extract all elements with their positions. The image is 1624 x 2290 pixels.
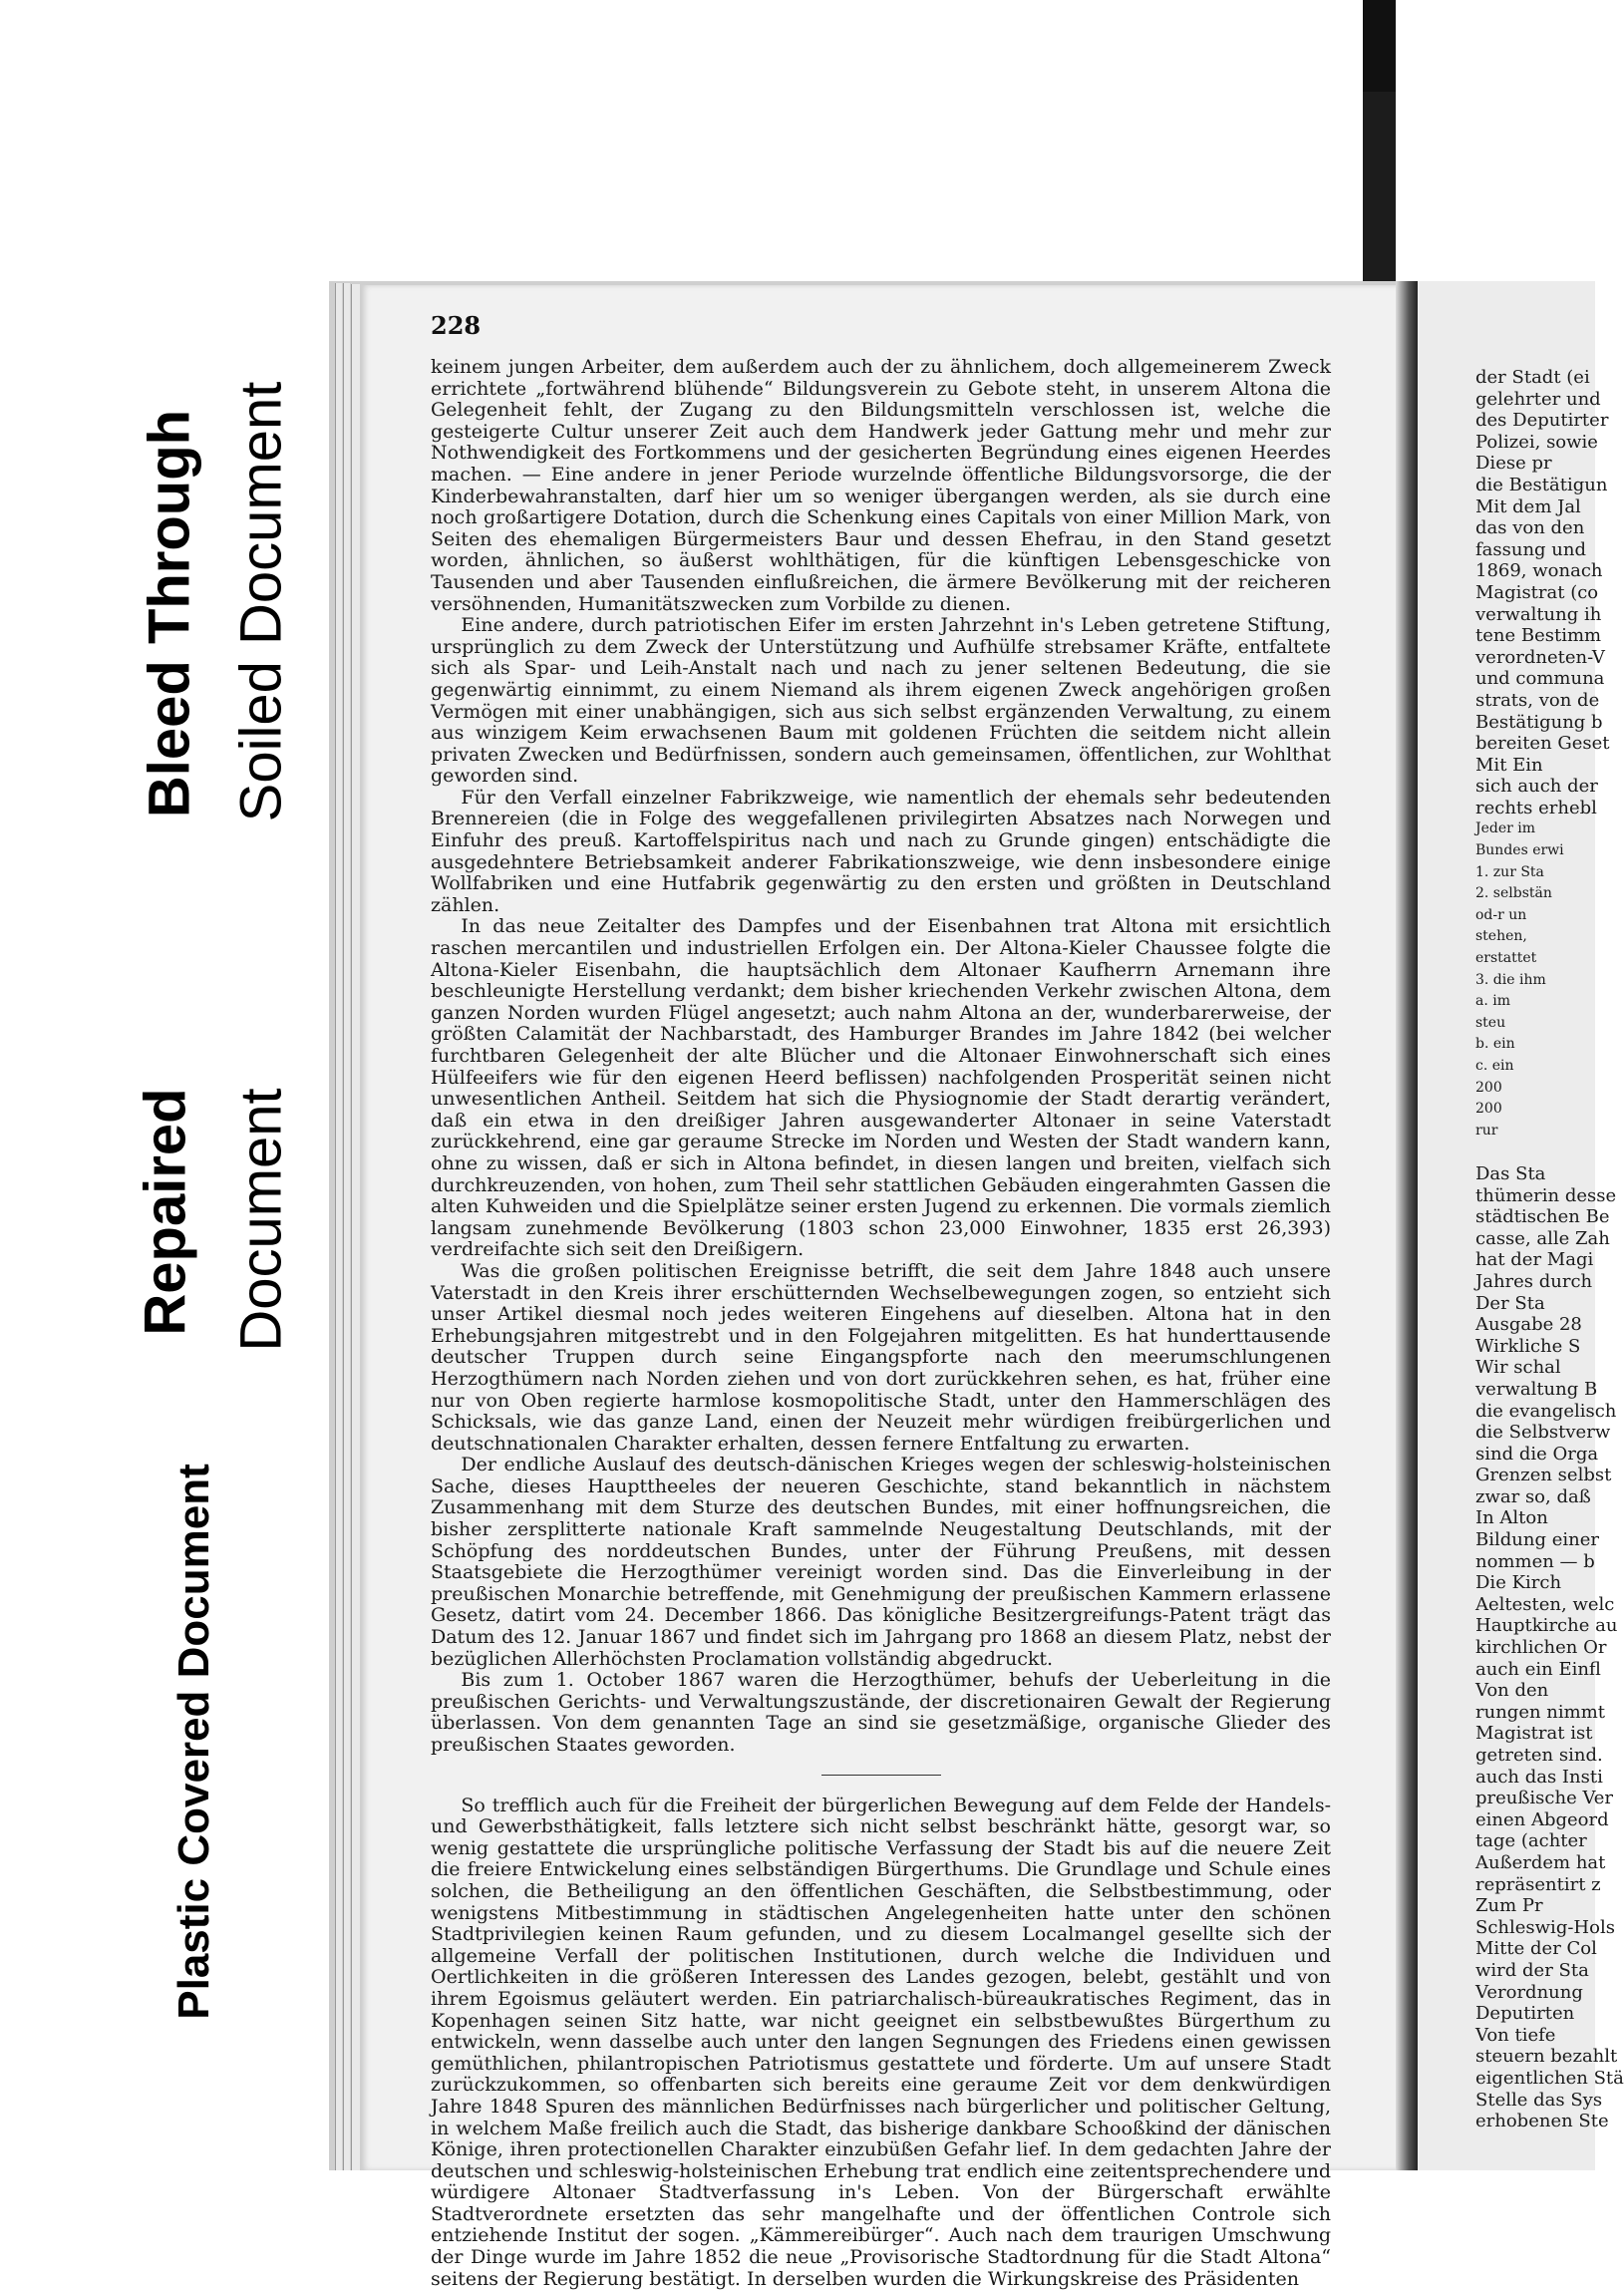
facing-page-line: stehen, — [1475, 928, 1527, 945]
facing-page-line: od-r un — [1475, 906, 1527, 923]
facing-page-line: Deputirten — [1475, 2003, 1575, 2025]
facing-page-line: gelehrter und — [1475, 388, 1601, 410]
facing-page-line: preußische Ver — [1475, 1788, 1614, 1809]
facing-page-line: und communa — [1475, 668, 1605, 690]
facing-page-line: kirchlichen Or — [1475, 1637, 1607, 1659]
facing-page-line: der Stadt (ei — [1475, 367, 1590, 388]
book-gutter — [1396, 281, 1418, 2170]
facing-page-line: die Selbstverw — [1475, 1422, 1611, 1444]
facing-page-line: 2. selbstän — [1475, 885, 1552, 902]
page-edge-1 — [335, 283, 342, 2170]
section-divider — [821, 1775, 941, 1776]
page-number: 228 — [431, 311, 482, 340]
facing-page-line: a. im — [1475, 993, 1510, 1010]
facing-page-line: strats, von de — [1475, 689, 1600, 711]
facing-page-line: repräsentirt z — [1475, 1873, 1601, 1895]
label-repaired: Repaired — [133, 1088, 198, 1336]
label-box-plastic-covered — [160, 1446, 229, 2034]
facing-page-line: des Deputirter — [1475, 410, 1609, 432]
facing-page-line: einen Abgeord — [1475, 1808, 1609, 1830]
facing-page-line: Von tiefe — [1475, 2024, 1556, 2046]
facing-page-line: städtischen Be — [1475, 1206, 1610, 1228]
facing-page-line: Mitte der Col — [1475, 1938, 1597, 1960]
facing-page-line: Magistrat (co — [1475, 581, 1599, 603]
facing-page-line: Die Kirch — [1475, 1572, 1562, 1594]
facing-page-line: Wirkliche S — [1475, 1335, 1581, 1357]
facing-page-line: rur — [1475, 1122, 1498, 1139]
facing-page-line: Stelle das Sys — [1475, 2089, 1603, 2111]
facing-page-line: die evangelisch — [1475, 1400, 1617, 1422]
paragraph: Für den Verfall einzelner Fabrikzweige, wie namentlich der ehemals sehr bedeutenden Brennereien (die in Folge des weggefallenen privilegirten Absatzes nach Norwegen und Einfuhr des preuß. Kartoffelspiritus nach und nach zu Grunde gingen) entschädigte die ausgedehntere Betriebsamkeit anderer Fabrikationszweige, wie denn insbesondere einige Wollfabriken und eine Hutfabrik gegenwärtig zu den ersten und größten in Deutschland zählen. — [431, 786, 1331, 916]
facing-page-line: Ausgabe 28 — [1475, 1314, 1582, 1336]
facing-page-line: steu — [1475, 1014, 1506, 1031]
facing-page-line: bereiten Geset — [1475, 733, 1610, 755]
facing-page-line: zwar so, daß — [1475, 1485, 1591, 1507]
label-box-repaired-document — [221, 1017, 299, 1416]
main-text-column — [431, 356, 1331, 2290]
paragraph: Der endliche Auslauf des deutsch-dänischen Krieges wegen der schleswig-holsteinischen Sache, dieses Haupttheeles der neueren Geschichte, stand bekanntlich in nächstem Zusammenhang mit dem Sturze des deutschen Bundes, mit einer hoffnungsreichen, die bisher zersplitterte nationale Kraft sammelnde Neugestaltung Deutschlands, mit der Schöpfung des norddeutschen Bundes, unter der Führung Preußens, mit dessen Staatsgebiete die Herzogthümer vereinigt worden sind. Das die Einverleibung in der preußischen Monarchie betreffende, mit Genehmigung der preußischen Kammern erlassene Gesetz, datirt vom 24. December 1866. Das königliche Besitzergreifungs-Patent trägt das Datum des 12. Januar 1867 und findet sich im Jahrgang pro 1868 an diesem Platz, nebst der bezüglichen Allerhöchsten Proclamation vollständig abgedruckt. — [431, 1454, 1331, 1670]
facing-page-line: Zum Pr — [1475, 1895, 1543, 1917]
facing-page-line: b. ein — [1475, 1036, 1515, 1053]
facing-page-line: 1869, wonach — [1475, 560, 1603, 582]
facing-page-line: Hauptkirche au — [1475, 1615, 1618, 1637]
paragraph: Eine andere, durch patriotischen Eifer im ersten Jahrzehnt in's Leben getretene Stiftung, ursprünglich zu dem Zweck der Unterstützung und Aufhülfe strebsamer Kräfte, entfaltete sich als Spar- und Leih-Anstalt nach und nach zu jener seltenen Bedeutung, die sie gegenwärtig einnimmt, zu einem Niemand als ihrem eigenen Zweck angehörigen großen Vermögen mit einer unabhängigen, sich aus sich selbst ergänzenden Verwaltung, zu einem aus winzigem Keim erwachsenen Baum mit goldenen Früchten die seitdem nicht allein privaten Zwecken und Bedürfnissen, sondern auch gemeinsamen, öffentlichen, zur Wohlthat geworden sind. — [431, 614, 1331, 788]
paragraph: In das neue Zeitalter des Dampfes und der Eisenbahnen trat Altona mit ersichtlich raschen mercantilen und industriellen Erfolgen ein. Der Altona-Kieler Chaussee folgte die Altona-Kieler Eisenbahn, die hauptsächlich dem Altonaer Kaufherrn Arnemann ihre beschleunigte Herstellung verdankt; dem bisher kriechenden Verkehr zwischen Altona, dem ganzen Norden wurden Flügel angesetzt; auch nahm Altona an der, wunderbarerweise, der größten Calamität der Nachbarstadt, des Hamburger Brandes im Jahre 1842 (bei welcher furchtbaren Gelegenheit der alte Blücher und die Altonaer Einwohnerschaft sich eines Hülfeeifers wie für den eigenen Heerd beflissen) nachfolgenden Prosperität seinen nicht unwesentlichen Antheil. Seitdem hat sich die Physiognomie der Stadt derartig verändert, daß ein etwa in den dreißiger Jahren ausgewanderter Altonaer in seine Vaterstadt zurückkehrend, eine gar geraume Strecke im Norden und Westen der Stadt wandern kann, ohne zu wissen, daß er sich in Altona befindet, in diesen langen und breiten, vielfach sich durchkreuzenden, von hohen, zum Theil sehr stattlichen Gebäuden eingerahmten Gassen die alten Kuhweiden und die Spielplätze seiner ersten Jugend zu erkennen. Die vormals ziemlich langsam zunehmende Bevölkerung (1803 schon 23,000 Einwohner, 1835 erst 26,393) verdreifachte sich seit den Dreißigern. — [431, 915, 1331, 1261]
facing-page-line: Magistrat ist — [1475, 1723, 1593, 1745]
paragraph: Bis zum 1. October 1867 waren die Herzogthümer, behufs der Ueberleitung in die preußischen Gerichts- und Verwaltungszustände, der discretionairen Gewalt der Regierung überlassen. Von dem genannten Tage an sind sie gesetzmäßige, organische Glieder des preußischen Staates geworden. — [431, 1669, 1331, 1756]
facing-page-line: tage (achter — [1475, 1830, 1587, 1852]
facing-page-line: verwaltung B — [1475, 1378, 1598, 1400]
facing-page-line: Grenzen selbst — [1475, 1465, 1612, 1486]
facing-page-line: Jeder im — [1475, 820, 1536, 837]
index-bar-lower — [1363, 92, 1396, 286]
facing-page-line: Bestätigung b — [1475, 711, 1603, 733]
facing-page-line: Bundes erwi — [1475, 842, 1564, 859]
facing-page-line: tene Bestimm — [1475, 625, 1602, 647]
label-plastic-covered-document: Plastic Covered Document — [169, 1464, 218, 2020]
facing-page-line: casse, alle Zah — [1475, 1227, 1610, 1249]
facing-page-line: Mit dem Jal — [1475, 495, 1581, 517]
label-box-repaired — [130, 1037, 201, 1376]
page-edge-2 — [343, 283, 350, 2170]
facing-page-line: rungen nimmt — [1475, 1701, 1605, 1723]
facing-page-line: Aeltesten, welc — [1475, 1593, 1615, 1615]
facing-page-line: thümerin desse — [1475, 1184, 1617, 1206]
facing-page-line: Jahres durch — [1475, 1270, 1593, 1292]
label-box-soiled-document — [221, 299, 299, 897]
facing-page-line: 3. die ihm — [1475, 971, 1546, 988]
label-bleed-through: Bleed Through — [137, 409, 202, 818]
facing-page-line: Schleswig-Hols — [1475, 1916, 1615, 1938]
facing-page-line: nommen — b — [1475, 1550, 1595, 1572]
facing-page-line: getreten sind. — [1475, 1745, 1603, 1766]
facing-page-line: auch das Insti — [1475, 1766, 1603, 1788]
facing-page-line: In Alton — [1475, 1507, 1548, 1529]
facing-page-line: Der Sta — [1475, 1292, 1545, 1314]
facing-page-line: c. ein — [1475, 1058, 1514, 1074]
label-box-bleed-through — [130, 329, 201, 887]
facing-page-line: verwaltung ih — [1475, 603, 1602, 625]
paragraph: Was die großen politischen Ereignisse betrifft, die seit dem Jahre 1848 auch unsere Vaterstadt in den Kreis ihrer erschütternden Wechselbewegungen zogen, so entzieht sich unser Artikel diesmal noch jedes weiteren Eingehens auf dieselben. Altona hat in den Erhebungsjahren mitgestrebt und in den Folgejahren mitgelitten. Es hat hunderttausende deutscher Truppen durch seine Eingangspforte nach den meerumschlungenen Herzogthümern nach Norden ziehen und von dort zurückkehren sehen, es hat, früher eine nur von Oben regierte harmlose kosmopolitische Stadt, unter den Hammerschlägen des Schicksals, wie das ganze Land, einen der Neuzeit mehr würdigen freibürgerlichen und deutschnationalen Charakter erhalten, dessen fernere Entfaltung zu erwarten. — [431, 1259, 1331, 1455]
facing-page-line: Verordnung — [1475, 1981, 1583, 2003]
facing-page-line: das von den — [1475, 517, 1585, 539]
facing-page-text — [1475, 367, 1624, 2132]
facing-page-line: fassung und — [1475, 538, 1587, 560]
facing-page-line: die Bestätigun — [1475, 474, 1608, 495]
facing-page-line: Wir schal — [1475, 1357, 1561, 1379]
facing-page-line: Diese pr — [1475, 453, 1552, 475]
label-soiled-document: Soiled Document — [228, 381, 294, 822]
facing-page-line: sich auch der — [1475, 776, 1598, 798]
facing-page-line: 200 — [1475, 1079, 1502, 1096]
facing-page-line — [1475, 1142, 1615, 1163]
facing-page-line: Von den — [1475, 1680, 1549, 1702]
paragraph: So trefflich auch für die Freiheit der bürgerlichen Bewegung auf dem Felde der Handels- und Gewerbsthätigkeit, falls letztere sich nicht selbst beschränkt hätte, gesorgt war, so wenig gestattete die ursprüngliche politische Verfassung der Stadt bis auf die neuere Zeit die freiere Entwickelung eines selbständigen Bürgerthums. Die Grundlage und Schule eines solchen, die Betheiligung an den öffentlichen Geschäften, die Selbstbestimmung, oder wenigstens Mitbestimmung in städtischen Angelegenheiten hatte unter den schönen Stadtprivilegien keinen Raum gefunden, und zu diesem Localmangel gesellte sich der allgemeine Verfall der politischen Institutionen, durch welche die Individuen und Oertlichkeiten in die größeren Interessen des Landes gezogen, belebt, gestählt und von ihrem Egoismus geläutert werden. Ein patriarchalisch-büreaukratisches Regiment, das in Kopenhagen seinen Sitz hatte, war nicht geeignet ein selbstbewußtes Bürgerthum zu entwickeln, wenn dasselbe auch unter den langen Segnungen des Friedens einen gewissen gemüthlichen, philantropischen Patriotismus gestattete und förderte. Um auf unsere Stadt zurückzukommen, so offenbarten sich bereits eine geraume Zeit vor dem denkwürdigen Jahre 1848 Spuren des männlichen Bedürfnisses nach bürgerlicher und politischer Geltung, in welchem Maße freilich auch die Stadt, das bisherige dankbare Schooßkind der dänischen Könige, ihren protectionellen Charakter einzubüßen Gefahr lief. In dem gedachten Jahre der deutschen und schleswig-holsteinischen Erhebung trat endlich eine zeitentsprechendere und würdigere Altonaer Stadtverfassung in's Leben. Von der Bürgerschaft erwählte Stadtverordnete ersetzten das sehr mangelhafte und der öffentlichen Controle sich entziehende Institut der sogen. „Kämmereibürger“. Auch nach dem traurigen Umschwung der Dinge wurde im Jahre 1852 die neue „Provisorische Stadtordnung für die Stadt Altona“ seitens der Regierung bestätigt. In derselben wurden die Wirkungskreise des Präsidenten — [431, 1794, 1331, 2290]
facing-page-line: Außerdem hat — [1475, 1851, 1606, 1873]
facing-page-line: Bildung einer — [1475, 1529, 1599, 1551]
facing-page-line: wird der Sta — [1475, 1959, 1589, 1981]
facing-page-line: 1. zur Sta — [1475, 863, 1544, 880]
facing-page-line: sind die Orga — [1475, 1443, 1599, 1465]
facing-page-line: rechts erhebl — [1475, 797, 1597, 818]
facing-page-line: 200 — [1475, 1101, 1502, 1118]
facing-page-line: steuern bezahlt — [1475, 2046, 1618, 2068]
facing-page-line: verordneten-V — [1475, 646, 1605, 668]
facing-page-line: Polizei, sowie — [1475, 431, 1598, 453]
page-edge-3 — [351, 284, 360, 2170]
facing-page-line: erstattet — [1475, 950, 1537, 967]
facing-page-line: eigentlichen Stä — [1475, 2067, 1624, 2089]
facing-page-line: auch ein Einfl — [1475, 1658, 1601, 1680]
paragraph: keinem jungen Arbeiter, dem außerdem auch der zu ähnlichem, doch allgemeinerem Zweck errichtete „fortwährend blühende“ Bildungsverein zu Gebote steht, in unserem Altona die Gelegenheit fehlt, der Zugang zu den Bildungsmitteln verschlossen ist, welche die gesteigerte Cultur unserer Zeit auch dem Handwerk jeder Gattung mehr und mehr zur Nothwendigkeit des Fortkommens und der gesicherten Begründung eines eigenen Heerdes machen. — Eine andere in jener Periode wurzelnde öffentliche Bildungsvorsorge, die der Kinderbewahranstalten, darf hier um so weniger übergangen werden, als sie durch eine noch großartigere Dotation, durch die Schenkung eines Capitals von einer Million Mark, von Seiten des ehemaligen Bürgermeisters Baur und dessen Ehefrau, in den Stand gesetzt worden, ähnlichen, so äußerst wohlthätigen, für die künftigen Lebensgeschicke von Tausenden und aber Tausenden einflußreichen, die ärmere Bevölkerung mit der reicheren versöhnenden, Humanitätszwecken zum Vorbilde zu dienen. — [431, 356, 1331, 615]
facing-page-line: erhobenen Ste — [1475, 2111, 1609, 2132]
facing-page-line: Das Sta — [1475, 1162, 1546, 1184]
index-bar-upper — [1363, 0, 1396, 92]
label-document: Document — [228, 1088, 294, 1352]
facing-page-line: Mit Ein — [1475, 754, 1543, 776]
facing-page-line: hat der Magi — [1475, 1249, 1594, 1271]
